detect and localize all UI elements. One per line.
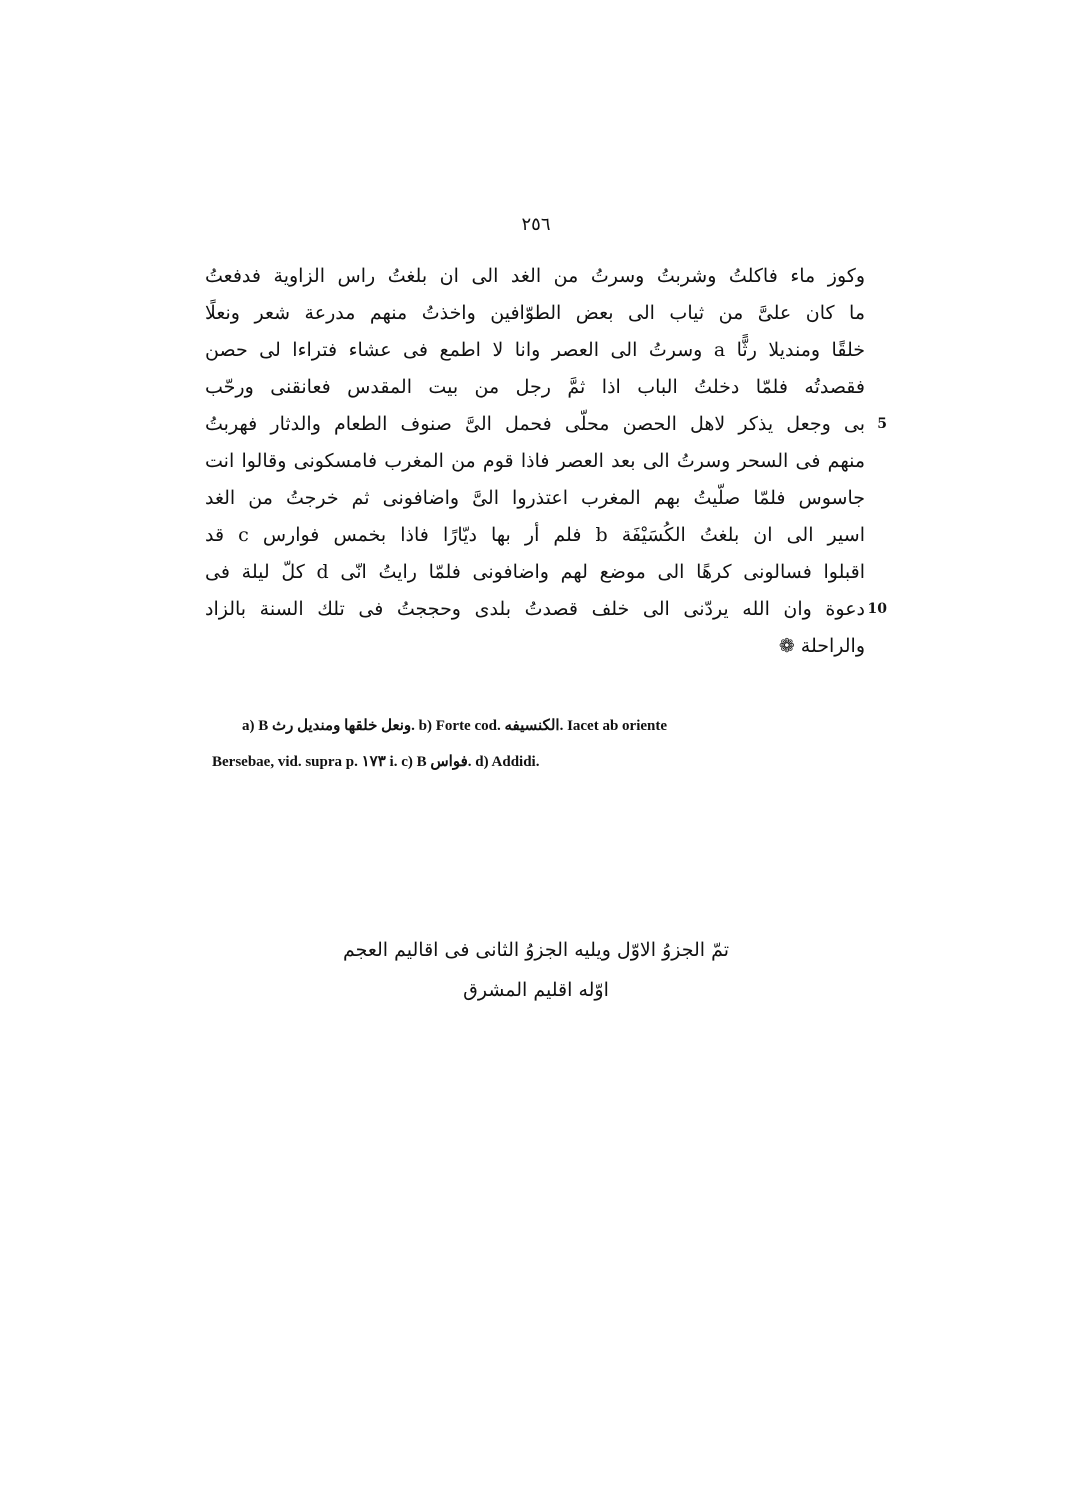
text-line <box>205 369 865 406</box>
line-text: جاسوس فلمّا صلّيتُ بهم المغرب اعتذروا الىَّ واضافونى ثم خرجتُ من الغد <box>205 487 865 509</box>
line-number: 10 <box>867 601 887 617</box>
footnotes <box>212 708 857 780</box>
text-line <box>205 443 865 480</box>
footnote-line: Bersebae, vid. supra p. ١٧٣ i. c) B فواس. d) Addidi. <box>212 754 540 770</box>
text-line <box>205 591 887 628</box>
text-line <box>205 554 865 591</box>
line-text: والراحلة ❁ <box>778 635 865 657</box>
line-text: بى وجعل يذكر لاهل الحصن محلّى فحمل الىَّ صنوف الطعام والدثار فهربتُ <box>205 413 865 435</box>
text-line <box>205 258 865 295</box>
line-text: خلقًا ومنديلا رثًّا a وسرتُ الى العصر وانا لا اطمع فى عشاء فتراءا لى حصن <box>205 339 865 361</box>
colophon <box>0 930 1072 1010</box>
line-text: اسير الى ان بلغتُ الكُسَيْفَة b فلم أر بها ديّارًا فاذا بخمس فوارس c قد <box>205 524 865 546</box>
line-number: 5 <box>877 416 887 432</box>
main-text <box>205 258 887 665</box>
text-line <box>205 332 865 369</box>
text-line <box>205 480 865 517</box>
colophon-line: تمّ الجزوُ الاوّل ويليه الجزوُ الثانى فى اقاليم العجم <box>342 939 730 961</box>
footnote-line: a) B ونعل خلقها ومنديل رث. b) Forte cod. الكنسيفه. Iacet ab oriente <box>242 718 668 734</box>
text-line <box>205 406 887 443</box>
colophon-line: اوّله اقليم المشرق <box>463 979 609 1001</box>
line-text: دعوة وان الله يردّنى الى خلف قصدتُ بلدى وحججتُ فى تلك السنة بالزاد <box>205 598 865 620</box>
line-text: اقبلوا فسالونى كرهًا الى موضع لهم واضافونى فلمّا رايتُ انّى d كلّ ليلة فى <box>205 561 865 583</box>
line-text: فقصدتُه فلمّا دخلتُ الباب اذا ثمَّ رجل من بيت المقدس فعانقنى ورحّب <box>205 376 865 398</box>
page-number: ٢٥٦ <box>521 214 551 235</box>
text-line <box>205 628 865 665</box>
text-line <box>205 295 865 332</box>
line-text: منهم فى السحر وسرتُ الى بعد العصر فاذا قوم من المغرب فامسكونى وقالوا انت <box>205 450 865 472</box>
line-text: وكوز ماء فاكلتُ وشربتُ وسرتُ من الغد الى ان بلغتُ راس الزاوية فدفعتُ <box>205 265 865 287</box>
line-text: ما كان علىَّ من ثياب الى بعض الطوّافين واخذتُ منهم مدرعة شعر ونعلًا <box>205 302 865 324</box>
text-line <box>205 517 865 554</box>
